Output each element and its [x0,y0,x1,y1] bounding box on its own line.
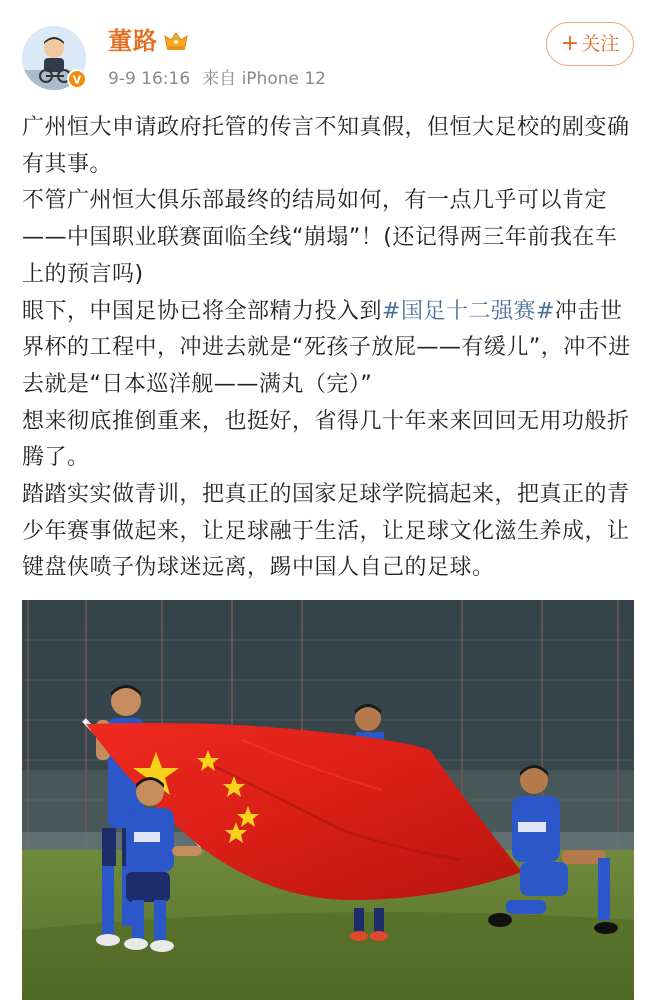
post-body [22,110,634,587]
post-photo[interactable] [22,600,634,1000]
paragraph-text: 不管广州恒大俱乐部最终的结局如何，有一点几乎可以肯定——中国职业联赛面临全线“崩塌”！(还记得两三年前我在车上的预言吗) [22,188,618,287]
paragraph-text: 踏踏实实做青训，把真正的国家足球学院搞起来，把真正的青少年赛事做起来，让足球融于生活，让足球文化滋生养成，让键盘侠喷子伪球迷远离，踢中国人自己的足球。 [22,482,630,581]
paragraph-text: 眼下，中国足协已将全部精力投入到 [22,298,383,324]
flag-ceremony-image [22,600,634,1000]
paragraph [22,294,634,404]
hashtag-link[interactable]: #国足十二强赛# [382,298,555,324]
follow-button[interactable] [546,22,634,66]
paragraph [22,404,634,477]
post-header [0,0,654,108]
post-date: 9-9 16:16 [108,69,191,89]
paragraph [22,183,634,293]
author-name[interactable]: 董路 [108,27,158,55]
crown-icon [163,28,189,54]
post-source: 来自 iPhone 12 [202,69,326,89]
paragraph-text: 冲击世界杯的工程中，冲进去就是“死孩子放屁——有缓儿”，冲不进去就是“日本巡洋舰——满丸（完）” [22,298,631,397]
paragraph-text: 广州恒大申请政府托管的传言不知真假，但恒大足校的剧变确有其事。 [22,115,630,177]
paragraph-text: 想来彻底推倒重来，也挺好，省得几十年来来回回无用功般折腾了。 [22,408,630,471]
paragraph [22,477,634,587]
verified-badge-icon [67,69,87,89]
post-meta [108,68,338,90]
follow-label: 关注 [581,33,620,55]
svg-text:V: V [72,73,82,87]
plus-icon: + [560,31,580,56]
paragraph [22,110,634,183]
